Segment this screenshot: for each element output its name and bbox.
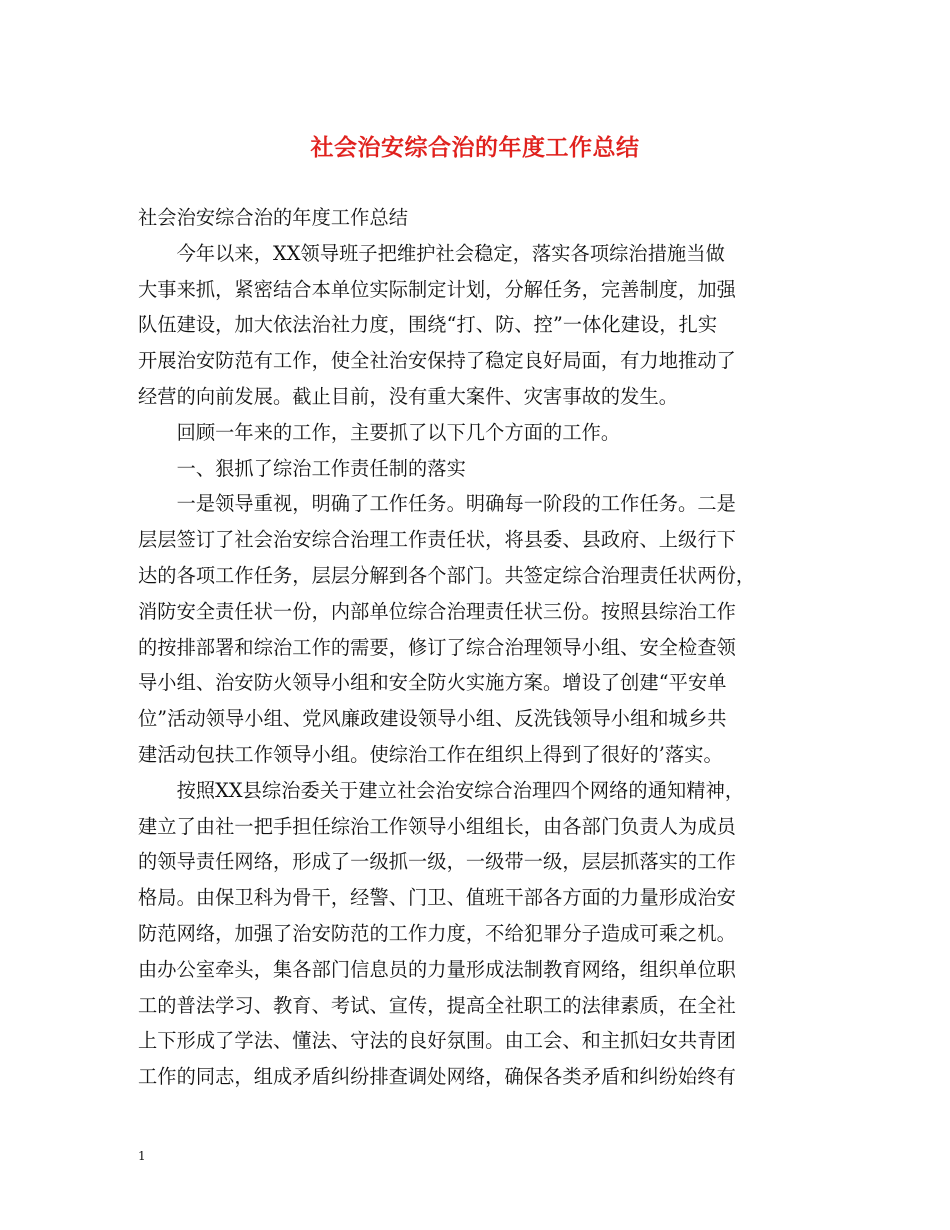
paragraph-line: 位”活动领导小组、党风廉政建设领导小组、反洗钱领导小组和城乡共: [138, 707, 727, 731]
paragraph-line: 由办公室牵头，集各部门信息员的力量形成法制教育网络，组织单位职: [138, 957, 736, 981]
paragraph-line: 按照XX县综治委关于建立社会治安综合治理四个网络的通知精神，: [138, 778, 745, 802]
page-number: 1: [138, 1149, 146, 1163]
paragraph-line: 一是领导重视，明确了工作任务。明确每一阶段的工作任务。二是: [138, 492, 736, 516]
paragraph-line: 社会治安综合治的年度工作总结: [138, 206, 409, 229]
paragraph-line: 的按排部署和综治工作的需要，修订了综合治理领导小组、安全检查领: [138, 635, 736, 659]
paragraph-line: 工作的同志，组成矛盾纠纷排查调处网络，确保各类矛盾和纠纷始终有: [138, 1065, 736, 1089]
paragraph-line: 层层签订了社会治安综合治理工作责任状，将县委、县政府、上级行下: [138, 528, 736, 552]
paragraph-line: 的领导责任网络，形成了一级抓一级，一级带一级，层层抓落实的工作: [138, 850, 736, 874]
paragraph-line: 消防安全责任状一份，内部单位综合治理责任状三份。按照县综治工作: [138, 599, 736, 623]
paragraph-line: 达的各项工作任务，层层分解到各个部门。共签定综合治理责任状两份，: [138, 563, 756, 587]
paragraph-line: 回顾一年来的工作，主要抓了以下几个方面的工作。: [138, 420, 621, 444]
paragraph-line: 导小组、治安防火领导小组和安全防火实施方案。增设了创建“平安单: [138, 671, 727, 695]
paragraph-line: 今年以来，XX领导班子把维护社会稳定，落实各项综治措施当做: [138, 241, 725, 265]
paragraph-line: 建立了由社一把手担任综治工作领导小组组长，由各部门负责人为成员: [138, 814, 736, 838]
paragraph-line: 格局。由保卫科为骨干，经警、门卫、值班干部各方面的力量形成治安: [138, 886, 736, 910]
paragraph-line: 上下形成了学法、懂法、守法的良好氛围。由工会、和主抓妇女共青团: [138, 1029, 736, 1053]
section-heading: 一、狠抓了综治工作责任制的落实: [138, 456, 466, 480]
paragraph-line: 大事来抓，紧密结合本单位实际制定计划，分解任务，完善制度，加强: [138, 277, 736, 301]
page-title: 社会治安综合治的年度工作总结: [310, 134, 640, 161]
document-body: [138, 200, 822, 1095]
paragraph-line: 开展治安防范有工作，使全社治安保持了稳定良好局面，有力地推动了: [138, 349, 736, 373]
paragraph-line: 工的普法学习、教育、考试、宣传，提高全社职工的法律素质，在全社: [138, 993, 736, 1017]
paragraph-line: 建活动包扶工作领导小组。使综治工作在组织上得到了很好的’落实。: [138, 742, 723, 766]
paragraph-line: 防范网络，加强了治安防范的工作力度，不给犯罪分子造成可乘之机。: [138, 921, 736, 945]
paragraph-line: 队伍建设，加大依法治社力度，围绕“打、防、控”一体化建设，扎实: [138, 313, 718, 337]
paragraph-line: 经营的向前发展。截止目前，没有重大案件、灾害事故的发生。: [138, 384, 679, 408]
